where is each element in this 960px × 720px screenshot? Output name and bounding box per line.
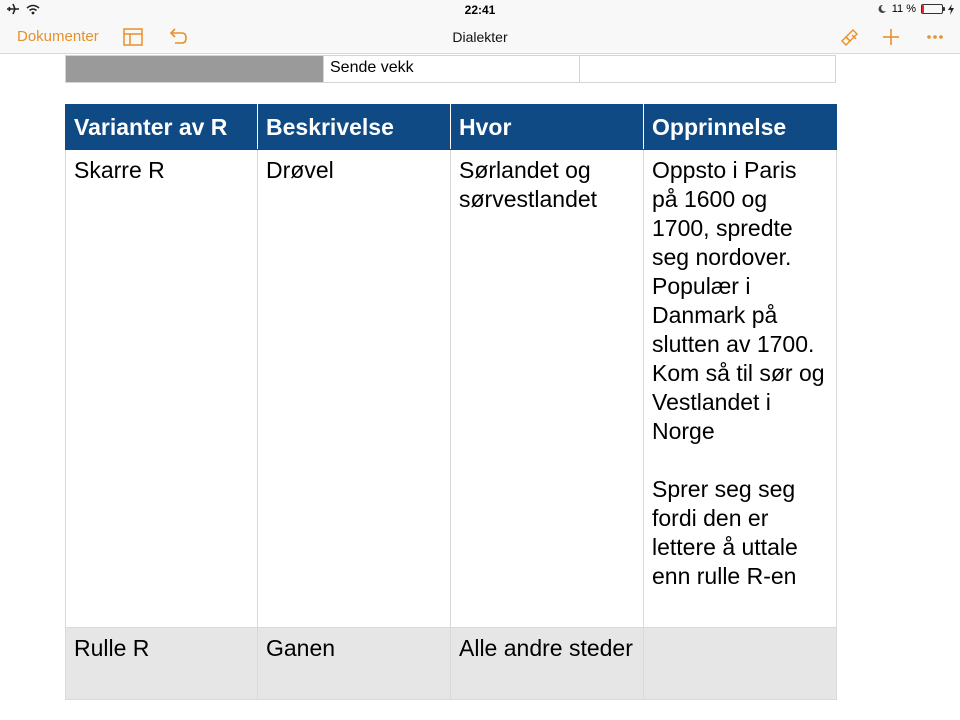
table-cell[interactable] — [644, 628, 837, 700]
table-cell[interactable]: Sørlandet og sørvestlandet — [451, 150, 644, 628]
toolbar — [0, 20, 960, 54]
table-cell[interactable] — [644, 150, 837, 628]
add-icon[interactable] — [880, 26, 902, 48]
do-not-disturb-icon — [877, 4, 887, 14]
battery-icon — [921, 4, 943, 14]
column-header[interactable]: Beskrivelse — [258, 105, 451, 150]
cell-paragraph: Sprer seg seg fordi den er lettere å uttale enn rulle R-en — [652, 476, 798, 589]
battery-percent: 11 % — [891, 3, 916, 15]
table-cell[interactable]: Rulle R — [66, 628, 258, 700]
dialect-table[interactable] — [65, 104, 837, 700]
table-cell[interactable]: Alle andre steder — [451, 628, 644, 700]
table-header-row — [66, 105, 837, 150]
charging-icon — [948, 4, 954, 15]
table-cell[interactable]: Skarre R — [66, 150, 258, 628]
column-header[interactable]: Varianter av R — [66, 105, 258, 150]
status-bar — [0, 0, 960, 20]
status-time: 22:41 — [464, 3, 496, 17]
table-cell[interactable]: Ganen — [258, 628, 451, 700]
table-row — [66, 628, 837, 700]
table-cell[interactable]: Drøvel — [258, 150, 451, 628]
paintbrush-icon[interactable] — [838, 26, 860, 48]
battery-level — [922, 5, 924, 13]
documents-button[interactable]: Dokumenter — [17, 28, 99, 45]
more-icon[interactable] — [924, 26, 946, 48]
document-canvas[interactable] — [0, 55, 960, 720]
status-right — [877, 3, 954, 15]
previous-table[interactable] — [65, 55, 836, 83]
table-cell[interactable] — [66, 56, 324, 83]
undo-icon[interactable] — [166, 26, 188, 48]
column-header[interactable]: Hvor — [451, 105, 644, 150]
table-cell[interactable]: Sende vekk — [324, 56, 580, 83]
table-row — [66, 56, 836, 83]
table-row — [66, 150, 837, 628]
column-header[interactable]: Opprinnelse — [644, 105, 837, 150]
cell-paragraph: Oppsto i Paris på 1600 og 1700, spredte seg nordover. Populær i Danmark på slutten av 1700. Kom så til sør og Vestlandet i Norge — [652, 157, 825, 444]
sidebar-icon[interactable] — [122, 26, 144, 48]
table-cell[interactable] — [580, 56, 836, 83]
document-title: Dialekter — [452, 29, 508, 45]
